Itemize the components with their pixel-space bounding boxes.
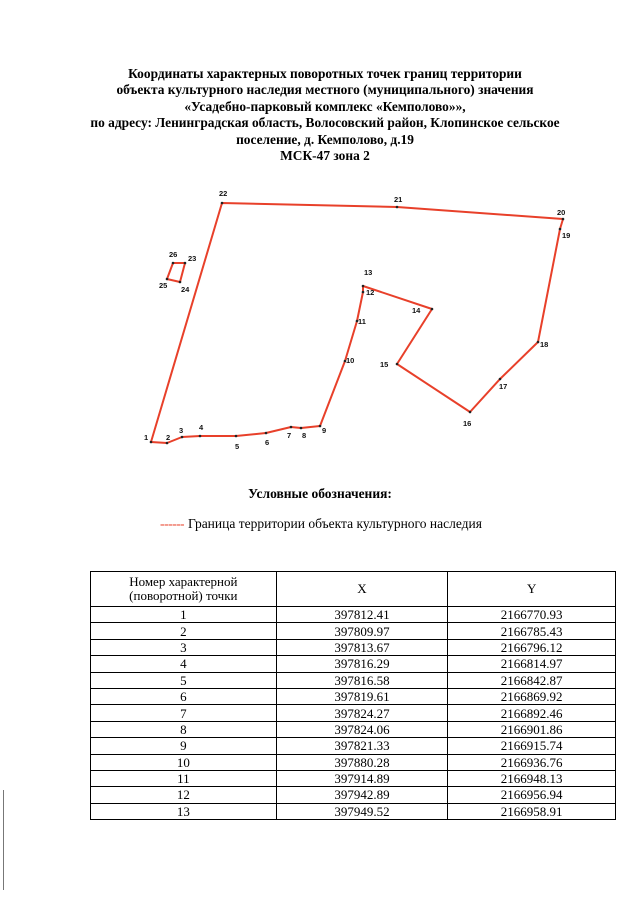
point-marker-24 [179, 281, 182, 284]
table-row [91, 639, 616, 655]
point-label-19: 19 [562, 231, 571, 240]
point-marker-14 [431, 308, 434, 311]
title-line-1: Координаты характерных поворотных точек границ территории [128, 66, 522, 81]
point-number-cell: 4 [91, 656, 277, 672]
point-marker-6 [265, 432, 268, 435]
boundary-outer-polygon [151, 203, 566, 443]
point-number-cell: 10 [91, 754, 277, 770]
point-label-3: 3 [179, 426, 184, 435]
point-marker-13 [362, 285, 365, 288]
x-cell: 397809.97 [276, 623, 448, 639]
legend-line-sample: ------ [160, 516, 184, 531]
table-row [91, 787, 616, 803]
coordinates-table [90, 571, 616, 820]
point-marker-26 [172, 262, 175, 265]
point-number-cell: 3 [91, 639, 277, 655]
point-number-cell: 2 [91, 623, 277, 639]
header-x: X [276, 572, 448, 607]
point-marker-15 [396, 363, 399, 366]
x-cell: 397942.89 [276, 787, 448, 803]
point-number-cell: 13 [91, 803, 277, 819]
title-line-5: поселение, д. Кемполово, д.19 [236, 131, 414, 147]
point-marker-8 [300, 427, 303, 430]
point-label-25: 25 [159, 281, 168, 290]
point-marker-1 [150, 441, 153, 444]
point-marker-3 [181, 436, 184, 439]
point-label-2: 2 [166, 433, 171, 442]
point-marker-25 [166, 278, 169, 281]
legend-item [160, 516, 482, 532]
point-marker-23 [184, 262, 187, 265]
boundary-inner-polygon [167, 263, 185, 282]
point-marker-12 [362, 291, 365, 294]
table-row [91, 803, 616, 819]
table-header-row [91, 572, 616, 607]
x-cell: 397819.61 [276, 688, 448, 704]
legend-title: Условные обозначения: [248, 486, 392, 501]
table-row [91, 656, 616, 672]
point-label-9: 9 [322, 426, 327, 435]
x-cell: 397824.27 [276, 705, 448, 721]
point-marker-16 [469, 411, 472, 414]
table-row [91, 672, 616, 688]
point-label-23: 23 [188, 254, 197, 263]
x-cell: 397824.06 [276, 721, 448, 737]
point-number-cell: 5 [91, 672, 277, 688]
point-label-14: 14 [412, 306, 421, 315]
title-line-3: «Усадебно-парковый комплекс «Кемполово»», [184, 98, 466, 114]
point-marker-2 [166, 442, 169, 445]
point-marker-4 [199, 435, 202, 438]
legend-text: Граница территории объекта культурного наследия [187, 516, 482, 531]
y-cell: 2166956.94 [448, 787, 616, 803]
point-number-cell: 1 [91, 607, 277, 623]
point-label-6: 6 [265, 438, 270, 447]
point-label-7: 7 [287, 431, 292, 440]
y-cell: 2166814.97 [448, 656, 616, 672]
point-label-1: 1 [144, 433, 149, 442]
point-label-21: 21 [394, 195, 403, 204]
y-cell: 2166915.74 [448, 738, 616, 754]
y-cell: 2166948.13 [448, 770, 616, 786]
x-cell: 397812.41 [276, 607, 448, 623]
point-label-5: 5 [235, 442, 240, 451]
point-label-22: 22 [219, 189, 228, 198]
y-cell: 2166936.76 [448, 754, 616, 770]
point-number-cell: 9 [91, 738, 277, 754]
y-cell: 2166958.91 [448, 803, 616, 819]
point-marker-20 [562, 218, 565, 221]
title-line-6: МСК-47 зона 2 [280, 148, 370, 164]
x-cell: 397816.58 [276, 672, 448, 688]
table-row [91, 754, 616, 770]
point-number-cell: 8 [91, 721, 277, 737]
table-row [91, 721, 616, 737]
point-number-cell: 6 [91, 688, 277, 704]
x-cell: 397914.89 [276, 770, 448, 786]
y-cell: 2166892.46 [448, 705, 616, 721]
point-marker-21 [396, 206, 399, 209]
point-label-24: 24 [181, 285, 190, 294]
point-number-cell: 12 [91, 787, 277, 803]
point-number-cell: 7 [91, 705, 277, 721]
point-label-20: 20 [557, 208, 566, 217]
x-cell: 397821.33 [276, 738, 448, 754]
y-cell: 2166796.12 [448, 639, 616, 655]
y-cell: 2166770.93 [448, 607, 616, 623]
point-marker-18 [537, 341, 540, 344]
point-label-12: 12 [366, 288, 375, 297]
point-label-13: 13 [364, 268, 373, 277]
point-label-11: 11 [358, 317, 366, 326]
x-cell: 397949.52 [276, 803, 448, 819]
point-label-8: 8 [302, 431, 307, 440]
x-cell: 397816.29 [276, 656, 448, 672]
table-row [91, 770, 616, 786]
table-row [91, 705, 616, 721]
table-row [91, 607, 616, 623]
point-label-4: 4 [199, 423, 204, 432]
x-cell: 397880.28 [276, 754, 448, 770]
y-cell: 2166901.86 [448, 721, 616, 737]
x-cell: 397813.67 [276, 639, 448, 655]
table-row [91, 688, 616, 704]
y-cell: 2166869.92 [448, 688, 616, 704]
title-line-4: по адресу: Ленинградская область, Волосовский район, Клопинское сельское [90, 115, 560, 131]
scan-edge-mark [3, 790, 4, 890]
title-line-2: объекта культурного наследия местного (муниципального) значения [116, 82, 534, 98]
point-label-18: 18 [540, 340, 549, 349]
point-label-16: 16 [463, 419, 472, 428]
y-cell: 2166842.87 [448, 672, 616, 688]
point-label-26: 26 [169, 250, 178, 259]
point-marker-17 [499, 378, 502, 381]
point-marker-22 [221, 202, 224, 205]
point-label-17: 17 [499, 382, 508, 391]
header-point-number: Номер характерной (поворотной) точки [91, 572, 277, 607]
header-y: Y [448, 572, 616, 607]
point-label-15: 15 [380, 360, 389, 369]
point-marker-7 [290, 426, 293, 429]
table-row [91, 738, 616, 754]
y-cell: 2166785.43 [448, 623, 616, 639]
point-marker-9 [319, 425, 322, 428]
point-label-10: 10 [346, 356, 355, 365]
point-marker-19 [559, 228, 562, 231]
point-marker-5 [235, 435, 238, 438]
point-number-cell: 11 [91, 770, 277, 786]
table-row [91, 623, 616, 639]
